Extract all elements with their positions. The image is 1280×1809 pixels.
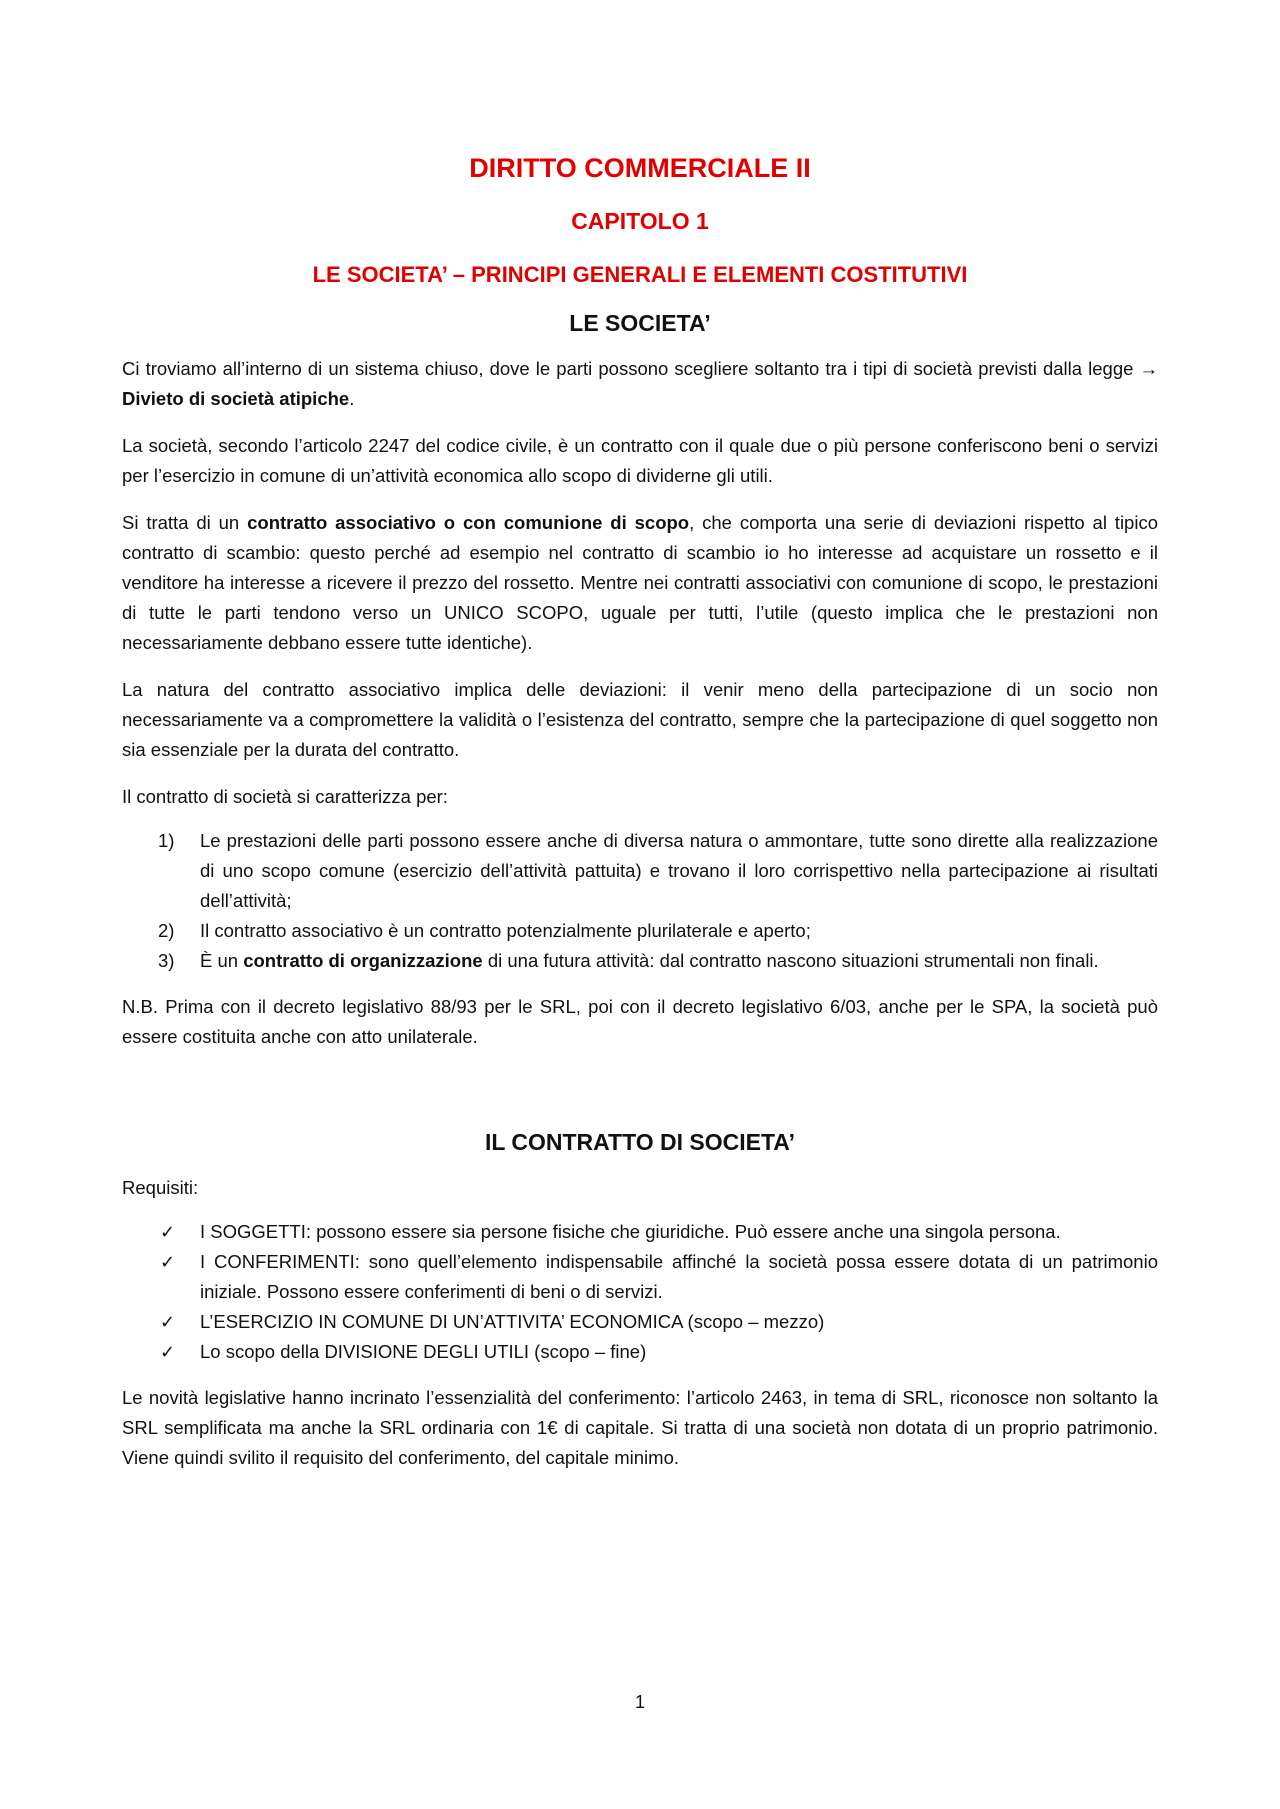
list-item <box>122 1307 1158 1337</box>
paragraph-sistema-chiuso <box>122 354 1158 414</box>
paragraph-text: Si tratta di un <box>122 512 248 533</box>
list-item-text: Il contratto associativo è un contratto potenzialmente plurilaterale e aperto; <box>200 920 811 941</box>
list-item-text: Le prestazioni delle parti possono essere anche di diversa natura o ammontare, tutte sono dirette alla realizzazione di uno scopo comune (esercizio dell’attività pattuita) e trovano il loro corrispettivo nella partecipazione ai risultati dell’attività; <box>200 830 1158 911</box>
list-item-text: È un <box>200 950 244 971</box>
checklist <box>122 1217 1158 1367</box>
page-content <box>122 150 1158 1490</box>
paragraph-articolo-2247: La società, secondo l’articolo 2247 del codice civile, è un contratto con il quale due o più persone conferiscono beni o servizi per l’esercizio in comune di un’attività economica allo scopo di dividerne gli utili. <box>122 435 1158 486</box>
section-heading-le-societa: LE SOCIETA’ <box>569 310 711 336</box>
paragraph-text: Ci troviamo all’interno di un sistema chiuso, dove le parti possono scegliere soltanto tra i tipi di società previsti dalla legge <box>122 358 1140 379</box>
document-title: DIRITTO COMMERCIALE II <box>469 153 811 183</box>
list-item <box>122 1217 1158 1247</box>
paragraph-text: , che comporta una serie di deviazioni rispetto al tipico contratto di scambio: questo perché ad esempio nel contratto di scambio io ho interesse ad acquistare un rossetto e il venditore ha interesse a ricevere il prezzo del rossetto. Mentre nei contratti associativi con comunione di scopo, le prestazioni di tutte le parti tendono verso un UNICO SCOPO, uguale per tutti, l’utile (questo implica che le prestazioni non necessariamente debbano essere tutte identiche). <box>122 512 1158 653</box>
list-item <box>122 916 1158 946</box>
paragraph-caratterizza: Il contratto di società si caratterizza per: <box>122 786 448 807</box>
section-spacer <box>122 1069 1158 1127</box>
bold-text: Divieto di società atipiche <box>122 388 350 409</box>
list-item-text: I CONFERIMENTI: sono quell’elemento indispensabile affinché la società possa essere dotata di un patrimonio iniziale. Possono essere conferimenti di beni o di servizi. <box>200 1251 1158 1302</box>
list-marker: 2) <box>158 920 175 941</box>
check-icon: ✓ <box>160 1252 176 1272</box>
check-icon: ✓ <box>160 1222 176 1242</box>
paragraph-novita-legislative: Le novità legislative hanno incrinato l’essenzialità del conferimento: l’articolo 2463, in tema di SRL, riconosce non soltanto la SRL semplificata ma anche la SRL ordinaria con 1€ di capitale. Si tratta di una società non dotata di un proprio patrimonio. Viene quindi svilito il requisito del conferimento, del capitale minimo. <box>122 1387 1158 1468</box>
paragraph-end: . <box>349 388 355 409</box>
check-icon: ✓ <box>160 1342 176 1362</box>
list-marker: 1) <box>158 830 175 851</box>
list-item <box>122 1247 1158 1307</box>
bold-text: contratto associativo o con comunione di scopo <box>247 512 690 533</box>
arrow-right-icon: → <box>1139 358 1158 379</box>
list-item-text: di una futura attività: dal contratto nascono situazioni strumentali non finali. <box>482 950 1099 971</box>
bold-text: contratto di organizzazione <box>243 950 483 971</box>
chapter-subtitle: LE SOCIETA’ – PRINCIPI GENERALI E ELEMENTI COSTITUTIVI <box>312 262 968 287</box>
list-item <box>122 946 1158 976</box>
check-icon: ✓ <box>160 1312 176 1332</box>
numbered-list <box>122 826 1158 976</box>
paragraph-requisiti: Requisiti: <box>122 1177 199 1198</box>
list-item-text: Lo scopo della DIVISIONE DEGLI UTILI (scopo – fine) <box>200 1341 647 1362</box>
list-item-text: I SOGGETTI: possono essere sia persone fisiche che giuridiche. Può essere anche una singola persona. <box>200 1221 1061 1242</box>
section-heading-contratto: IL CONTRATTO DI SOCIETA’ <box>484 1129 796 1155</box>
list-marker: 3) <box>158 950 175 971</box>
page-number: 1 <box>634 1692 645 1712</box>
paragraph-natura-contratto: La natura del contratto associativo implica delle deviazioni: il venir meno della partecipazione di un socio non necessariamente va a compromettere la validità o l’esistenza del contratto, sempre che la partecipazione di quel soggetto non sia essenziale per la durata del contratto. <box>122 679 1158 760</box>
list-item <box>122 1337 1158 1367</box>
paragraph-contratto-associativo <box>122 508 1158 658</box>
list-item-text: L’ESERCIZIO IN COMUNE DI UN’ATTIVITA’ ECONOMICA (scopo – mezzo) <box>200 1311 825 1332</box>
paragraph-nb: N.B. Prima con il decreto legislativo 88/93 per le SRL, poi con il decreto legislativo 6/03, anche per le SPA, la società può essere costituita anche con atto unilaterale. <box>122 996 1158 1047</box>
list-item <box>122 826 1158 916</box>
chapter-title: CAPITOLO 1 <box>571 208 709 234</box>
